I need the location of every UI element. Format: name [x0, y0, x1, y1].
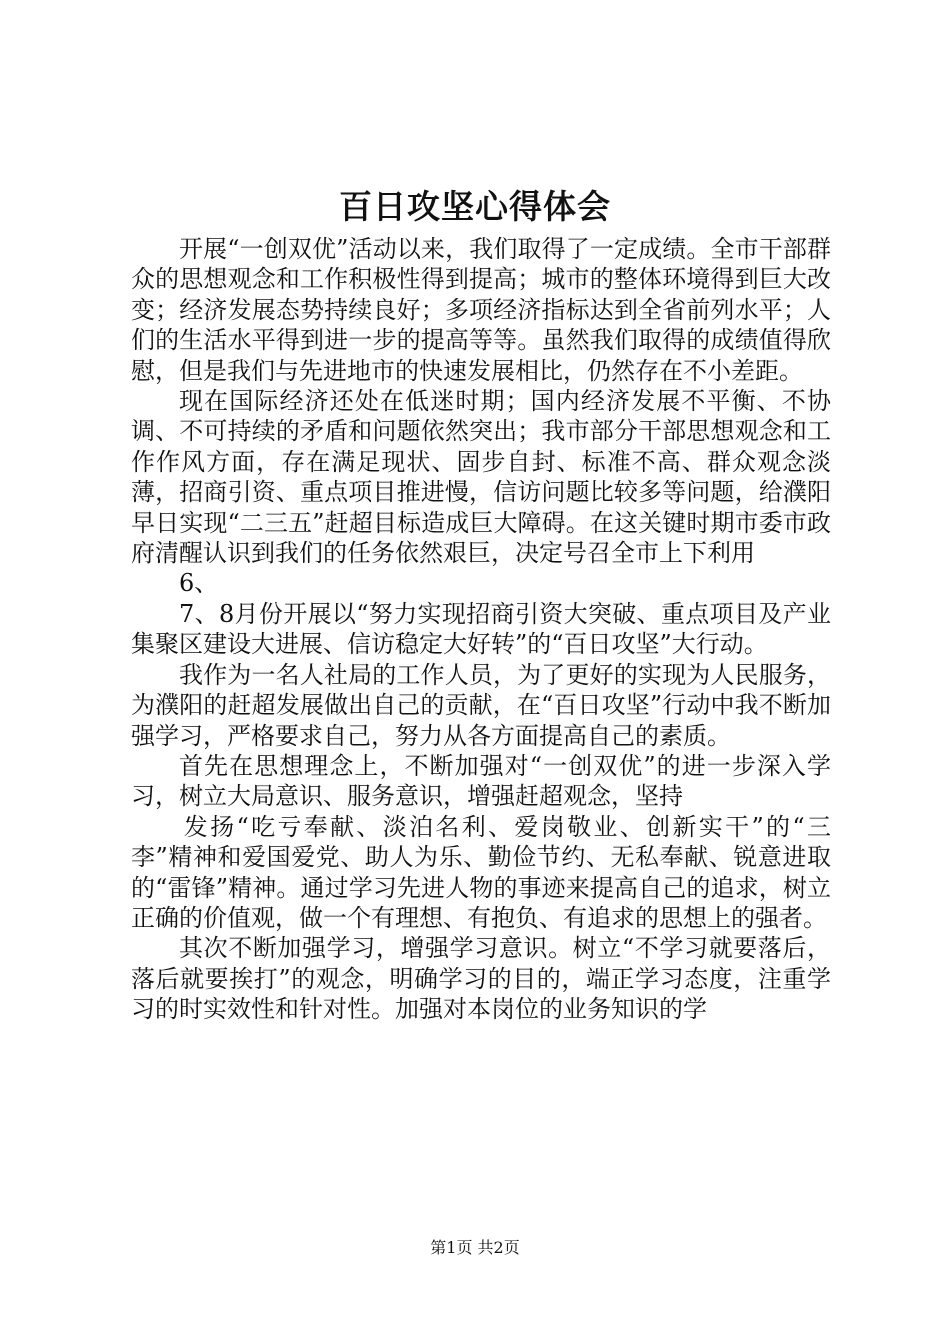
paragraph-6: 首先在思想理念上，不断加强对“一创双优”的进一步深入学习，树立大局意识、服务意识，增强赶超观念，坚持	[131, 751, 831, 811]
page-footer: 第1页 共2页	[430, 1238, 520, 1257]
paragraph-7: 发扬“吃亏奉献、淡泊名利、爱岗敬业、创新实干”的“三李”精神和爱国爱党、助人为乐、勤俭节约、无私奉献、锐意进取的“雷锋”精神。通过学习先进人物的事迹来提高自己的追求，树立正确的价值观，做一个有理想、有抱负、有追求的思想上的强者。	[131, 812, 831, 932]
paragraph-4: 7、8月份开展以“努力实现招商引资大突破、重点项目及产业集聚区建设大进展、信访稳定大好转”的“百日攻坚”大行动。	[131, 599, 831, 659]
paragraph-2: 现在国际经济还处在低迷时期；国内经济发展不平衡、不协调、不可持续的矛盾和问题依然突出；我市部分干部思想观念和工作作风方面，存在满足现状、固步自封、标准不高、群众观念淡薄，招商引资、重点项目推进慢，信访问题比较多等问题，给濮阳早日实现“二三五”赶超目标造成巨大障碍。在这关键时期市委市政府清醒认识到我们的任务依然艰巨，决定号召全市上下利用	[131, 387, 831, 568]
paragraph-8: 其次不断加强学习，增强学习意识。树立“不学习就要落后，落后就要挨打”的观念，明确学习的目的，端正学习态度，注重学习的时实效性和针对性。加强对本岗位的业务知识的学	[131, 934, 831, 1024]
document-title: 百日攻坚心得体会	[339, 187, 611, 226]
document-body	[131, 234, 831, 1025]
paragraph-1: 开展“一创双优”活动以来，我们取得了一定成绩。全市干部群众的思想观念和工作积极性得到提高；城市的整体环境得到巨大改变；经济发展态势持续良好；多项经济指标达到全省前列水平；人们的生活水平得到进一步的提高等等。虽然我们取得的成绩值得欣慰，但是我们与先进地市的快速发展相比，仍然存在不小差距。	[131, 235, 831, 385]
paragraph-5: 我作为一名人社局的工作人员，为了更好的实现为人民服务，为濮阳的赶超发展做出自己的贡献，在“百日攻坚”行动中我不断加强学习，严格要求自己，努力从各方面提高自己的素质。	[131, 660, 831, 750]
paragraph-3: 6、	[179, 569, 219, 598]
